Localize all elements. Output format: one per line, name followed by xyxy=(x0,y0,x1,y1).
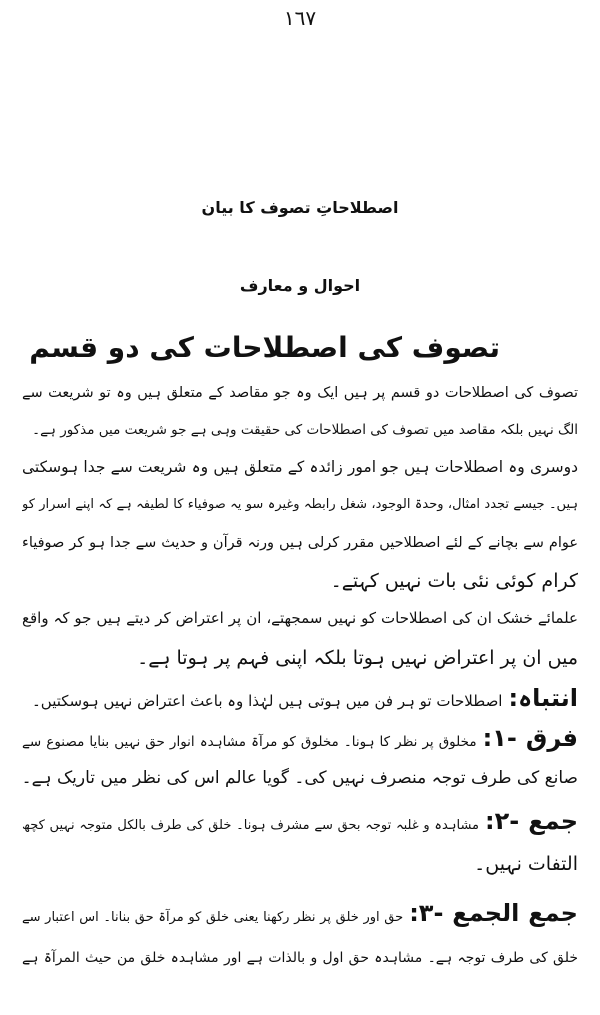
text-line: میں ان پر اعتراض نہیں ہوتا بلکہ اپنی فہم پر ہوتا ہے۔ xyxy=(137,647,578,669)
term-line: فرق -۱:مخلوق پر نظر کا ہونا۔ مخلوق کو مرآۃ مشاہدہ انوار حق نہیں بنایا مصنوع سے xyxy=(22,724,578,752)
text-line: دوسری وہ اصطلاحات ہیں جو امور زائدہ کے متعلق ہیں وہ شریعت سے جدا ہوسکتی xyxy=(22,458,578,476)
section-heading: تصوف کی اصطلاحات کی دو قسم xyxy=(29,331,500,364)
text-line: علمائے خشک ان کی اصطلاحات کو نہیں سمجھتے، ان پر اعتراض کر دیتے ہیں جو کہ واقع xyxy=(22,609,578,627)
term-line: جمع الجمع -۳:حق اور خلق پر نظر رکھنا یعنی خلق کو مرآۃ حق بنانا۔ اس اعتبار سے xyxy=(22,899,578,927)
term-label: جمع الجمع -۳: xyxy=(409,899,578,927)
term-line: جمع -۲:مشاہدہ و غلبہ توجہ بحق سے مشرف ہونا۔ خلق کی طرف بالکل متوجہ نہیں کچھ xyxy=(22,807,578,835)
chapter-subtitle: احوال و معارف xyxy=(239,276,361,295)
text-line: صانع کی طرف توجہ منصرف نہیں کی۔ گویا عالم اس کی نظر میں تاریک ہے۔ xyxy=(22,768,578,788)
page-number: ١٦٧ xyxy=(283,6,317,30)
note-label: انتباہ: xyxy=(508,684,578,712)
text-line: ہیں۔ جیسے تجدد امثال، وحدۃ الوجود، شغل رابطہ وغیرہ سو یہ صوفیاء کا لطیفہ ہے کہ اپنے اسرار کو xyxy=(22,497,578,512)
text-line: خلق کی طرف توجہ ہے۔ مشاہدہ حق اول و بالذات ہے اور مشاہدہ خلق من حیث المرآۃ ہے xyxy=(22,950,578,966)
text-line: التفات نہیں۔ xyxy=(474,853,578,875)
term-label: فرق -۱: xyxy=(482,724,578,752)
text-line: تصوف کی اصطلاحات دو قسم پر ہیں ایک وہ جو مقاصد کے متعلق ہیں وہ تو شریعت سے xyxy=(22,385,578,401)
text-line: عوام سے بچانے کے لئے اصطلاحیں مقرر کرلی ہیں ورنہ قرآن و حدیث سے جدا ہو کر صوفیاء xyxy=(22,535,578,551)
note-line: انتباہ:اصطلاحات تو ہر فن میں ہوتی ہیں لہٰذا وہ باعث اعتراض نہیں ہوسکتیں۔ xyxy=(31,684,578,712)
term-label: جمع -۲: xyxy=(485,807,578,835)
text-line: الگ نہیں بلکہ مقاصد میں تصوف کی اصطلاحات کی حقیقت وہی ہے جو شریعت میں مذکور ہے۔ xyxy=(32,422,578,438)
text-line: کرام کوئی نئی بات نہیں کہتے۔ xyxy=(330,570,578,592)
chapter-title: اصطلاحاتِ تصوف کا بیان xyxy=(201,198,399,217)
